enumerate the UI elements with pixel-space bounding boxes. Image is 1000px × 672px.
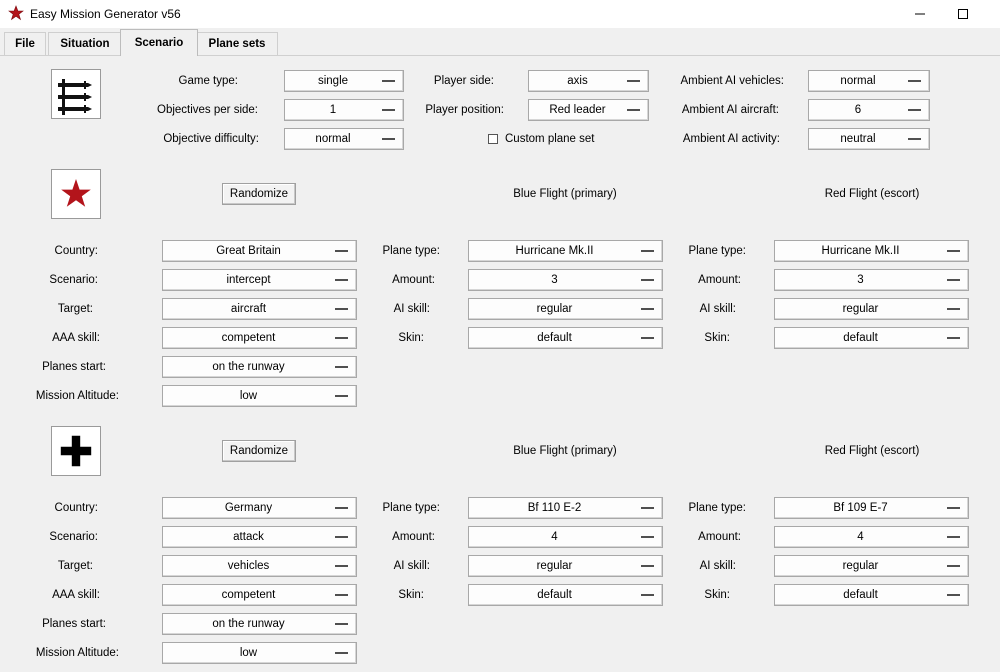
skin-value: default: [843, 589, 878, 601]
ambient-vehicles-dropdown[interactable]: [808, 70, 930, 92]
title-bar: [0, 0, 1000, 28]
game-type-value: single: [317, 75, 349, 87]
aaa-skill-value: competent: [221, 332, 276, 344]
ambient-vehicles-label: Ambient AI vehicles:: [680, 75, 784, 87]
planes-start-value: on the runway: [212, 361, 285, 373]
difficulty-dropdown[interactable]: [284, 128, 404, 150]
plane-type-dropdown-allies-red[interactable]: [774, 240, 969, 262]
dropdown-indicator-icon: [908, 138, 921, 140]
plane-type-label: Plane type:: [382, 502, 440, 514]
aaa-skill-label: AAA skill:: [52, 332, 100, 344]
amount-dropdown-axis-red[interactable]: [774, 526, 969, 548]
balkenkreuz-icon: [52, 427, 100, 475]
custom-plane-set-label: Custom plane set: [505, 133, 595, 145]
scenario-dropdown-allies[interactable]: [162, 269, 357, 291]
plane-type-dropdown-allies-blue[interactable]: [468, 240, 663, 262]
mission-altitude-label: Mission Altitude:: [35, 647, 119, 659]
dropdown-indicator-icon: [947, 594, 960, 596]
plane-type-value: Hurricane Mk.II: [515, 245, 594, 257]
ai-skill-value: regular: [842, 560, 879, 572]
dropdown-indicator-icon: [382, 138, 395, 140]
custom-plane-set-checkbox[interactable]: [488, 134, 498, 144]
dropdown-indicator-icon: [641, 536, 654, 538]
dropdown-indicator-icon: [947, 536, 960, 538]
amount-value: 3: [857, 274, 864, 286]
plane-type-value: Bf 109 E-7: [833, 502, 888, 514]
minimize-button[interactable]: [897, 0, 943, 28]
dropdown-indicator-icon: [335, 308, 348, 310]
red-flight-heading-axis: Red Flight (escort): [824, 445, 920, 457]
mission-altitude-dropdown-allies[interactable]: [162, 385, 357, 407]
ambient-activity-label: Ambient AI activity:: [682, 133, 780, 145]
amount-label: Amount:: [392, 274, 435, 286]
player-side-value: axis: [567, 75, 588, 87]
dropdown-indicator-icon: [335, 623, 348, 625]
dropdown-indicator-icon: [382, 80, 395, 82]
aaa-skill-value: competent: [221, 589, 276, 601]
ai-skill-label: AI skill:: [699, 560, 736, 572]
player-side-label: Player side:: [433, 75, 494, 87]
planes-formation-icon-box: [51, 69, 101, 119]
randomize-button-axis[interactable]: Randomize: [222, 440, 296, 462]
dropdown-indicator-icon: [641, 250, 654, 252]
amount-label: Amount:: [698, 531, 741, 543]
planes-formation-icon: [52, 70, 100, 118]
planes-start-dropdown-axis[interactable]: [162, 613, 357, 635]
ai-skill-value: regular: [536, 303, 573, 315]
app-star-icon: [8, 5, 24, 21]
planes-start-label: Planes start:: [42, 618, 106, 630]
dropdown-indicator-icon: [641, 565, 654, 567]
tab-plane-sets[interactable]: Plane sets: [196, 32, 278, 55]
ai-skill-value: regular: [842, 303, 879, 315]
ai-skill-dropdown-axis-blue[interactable]: [468, 555, 663, 577]
skin-dropdown-allies-red[interactable]: [774, 327, 969, 349]
target-dropdown-axis[interactable]: [162, 555, 357, 577]
player-side-dropdown[interactable]: [528, 70, 649, 92]
objectives-value: 1: [329, 104, 337, 116]
dropdown-indicator-icon: [641, 594, 654, 596]
player-position-value: Red leader: [549, 104, 606, 116]
country-value: Germany: [224, 502, 273, 514]
ai-skill-label: AI skill:: [393, 303, 430, 315]
ambient-activity-dropdown[interactable]: [808, 128, 930, 150]
country-label: Country:: [54, 245, 98, 257]
ai-skill-value: regular: [536, 560, 573, 572]
skin-label: Skin:: [704, 332, 730, 344]
mission-altitude-label: Mission Altitude:: [35, 390, 119, 402]
skin-label: Skin:: [398, 589, 424, 601]
aaa-skill-dropdown-axis[interactable]: [162, 584, 357, 606]
scenario-value: attack: [233, 531, 264, 543]
plane-type-label: Plane type:: [688, 502, 746, 514]
plane-type-label: Plane type:: [688, 245, 746, 257]
dropdown-indicator-icon: [335, 366, 348, 368]
ambient-aircraft-label: Ambient AI aircraft:: [681, 104, 779, 116]
tab-scenario[interactable]: Scenario: [120, 29, 198, 56]
skin-dropdown-allies-blue[interactable]: [468, 327, 663, 349]
dropdown-indicator-icon: [947, 308, 960, 310]
country-label: Country:: [54, 502, 98, 514]
ai-skill-label: AI skill:: [699, 303, 736, 315]
target-label: Target:: [57, 303, 93, 315]
player-position-dropdown[interactable]: [528, 99, 649, 121]
dropdown-indicator-icon: [947, 279, 960, 281]
skin-label: Skin:: [704, 589, 730, 601]
skin-value: default: [537, 332, 572, 344]
difficulty-value: normal: [315, 133, 351, 145]
difficulty-label: Objective difficulty:: [163, 133, 259, 145]
amount-dropdown-axis-blue[interactable]: [468, 526, 663, 548]
ai-skill-dropdown-axis-red[interactable]: [774, 555, 969, 577]
plane-type-value: Bf 110 E-2: [527, 502, 582, 514]
ambient-activity-value: neutral: [840, 133, 876, 145]
mission-altitude-value: low: [239, 390, 258, 402]
objectives-dropdown[interactable]: [284, 99, 404, 121]
dropdown-indicator-icon: [335, 536, 348, 538]
ambient-aircraft-dropdown[interactable]: [808, 99, 930, 121]
target-value: vehicles: [227, 560, 270, 572]
plane-type-dropdown-axis-blue[interactable]: [468, 497, 663, 519]
mission-altitude-value: low: [239, 647, 258, 659]
dropdown-indicator-icon: [641, 337, 654, 339]
dropdown-indicator-icon: [947, 507, 960, 509]
ai-skill-label: AI skill:: [393, 560, 430, 572]
dropdown-indicator-icon: [627, 109, 640, 111]
game-type-label: Game type:: [178, 75, 238, 87]
country-dropdown-axis[interactable]: [162, 497, 357, 519]
dropdown-indicator-icon: [335, 565, 348, 567]
skin-value: default: [843, 332, 878, 344]
player-position-label: Player position:: [425, 104, 504, 116]
dropdown-indicator-icon: [335, 250, 348, 252]
dropdown-indicator-icon: [335, 279, 348, 281]
blue-flight-heading-axis: Blue Flight (primary): [513, 445, 617, 457]
dropdown-indicator-icon: [908, 109, 921, 111]
dropdown-indicator-icon: [947, 250, 960, 252]
red-flight-heading-allies: Red Flight (escort): [824, 188, 920, 200]
tab-situation[interactable]: Situation: [48, 32, 122, 55]
amount-dropdown-allies-red[interactable]: [774, 269, 969, 291]
scenario-label: Scenario:: [49, 274, 98, 286]
amount-dropdown-allies-blue[interactable]: [468, 269, 663, 291]
ai-skill-dropdown-allies-blue[interactable]: [468, 298, 663, 320]
scenario-value: intercept: [226, 274, 271, 286]
skin-label: Skin:: [398, 332, 424, 344]
blue-flight-heading-allies: Blue Flight (primary): [513, 188, 617, 200]
planes-start-dropdown-allies[interactable]: [162, 356, 357, 378]
tab-file[interactable]: File: [4, 32, 46, 55]
scenario-label: Scenario:: [49, 531, 98, 543]
country-dropdown-allies[interactable]: [162, 240, 357, 262]
aaa-skill-label: AAA skill:: [52, 589, 100, 601]
dropdown-indicator-icon: [641, 507, 654, 509]
ambient-aircraft-value: 6: [854, 104, 862, 116]
dropdown-indicator-icon: [335, 337, 348, 339]
planes-start-label: Planes start:: [42, 361, 106, 373]
game-type-dropdown[interactable]: [284, 70, 404, 92]
balkenkreuz-icon-box: [51, 426, 101, 476]
window-title: Easy Mission Generator v56: [30, 7, 181, 21]
ambient-vehicles-value: normal: [840, 75, 876, 87]
plane-type-value: Hurricane Mk.II: [821, 245, 900, 257]
skin-dropdown-axis-red[interactable]: [774, 584, 969, 606]
plane-type-label: Plane type:: [382, 245, 440, 257]
dropdown-indicator-icon: [382, 109, 395, 111]
ai-skill-dropdown-allies-red[interactable]: [774, 298, 969, 320]
soviet-star-icon: [52, 170, 100, 218]
soviet-star-icon-box: [51, 169, 101, 219]
amount-value: 3: [551, 274, 558, 286]
country-value: Great Britain: [216, 245, 281, 257]
randomize-button-allies[interactable]: Randomize: [222, 183, 296, 205]
amount-label: Amount:: [698, 274, 741, 286]
amount-value: 4: [857, 531, 864, 543]
aaa-skill-dropdown-allies[interactable]: [162, 327, 357, 349]
amount-value: 4: [551, 531, 558, 543]
target-dropdown-allies[interactable]: [162, 298, 357, 320]
skin-value: default: [537, 589, 572, 601]
dropdown-indicator-icon: [947, 565, 960, 567]
dropdown-indicator-icon: [335, 652, 348, 654]
objectives-label: Objectives per side:: [157, 104, 258, 116]
dropdown-indicator-icon: [627, 80, 640, 82]
dropdown-indicator-icon: [641, 308, 654, 310]
plane-type-dropdown-axis-red[interactable]: [774, 497, 969, 519]
dropdown-indicator-icon: [908, 80, 921, 82]
mission-altitude-dropdown-axis[interactable]: [162, 642, 357, 664]
dropdown-indicator-icon: [335, 395, 348, 397]
target-label: Target:: [57, 560, 93, 572]
skin-dropdown-axis-blue[interactable]: [468, 584, 663, 606]
tab-strip: [0, 28, 1000, 56]
minimize-icon: [915, 9, 925, 19]
maximize-button[interactable]: [940, 0, 986, 28]
scenario-dropdown-axis[interactable]: [162, 526, 357, 548]
dropdown-indicator-icon: [335, 594, 348, 596]
target-value: aircraft: [230, 303, 267, 315]
amount-label: Amount:: [392, 531, 435, 543]
dropdown-indicator-icon: [947, 337, 960, 339]
planes-start-value: on the runway: [212, 618, 285, 630]
dropdown-indicator-icon: [335, 507, 348, 509]
maximize-icon: [958, 9, 968, 19]
dropdown-indicator-icon: [641, 279, 654, 281]
